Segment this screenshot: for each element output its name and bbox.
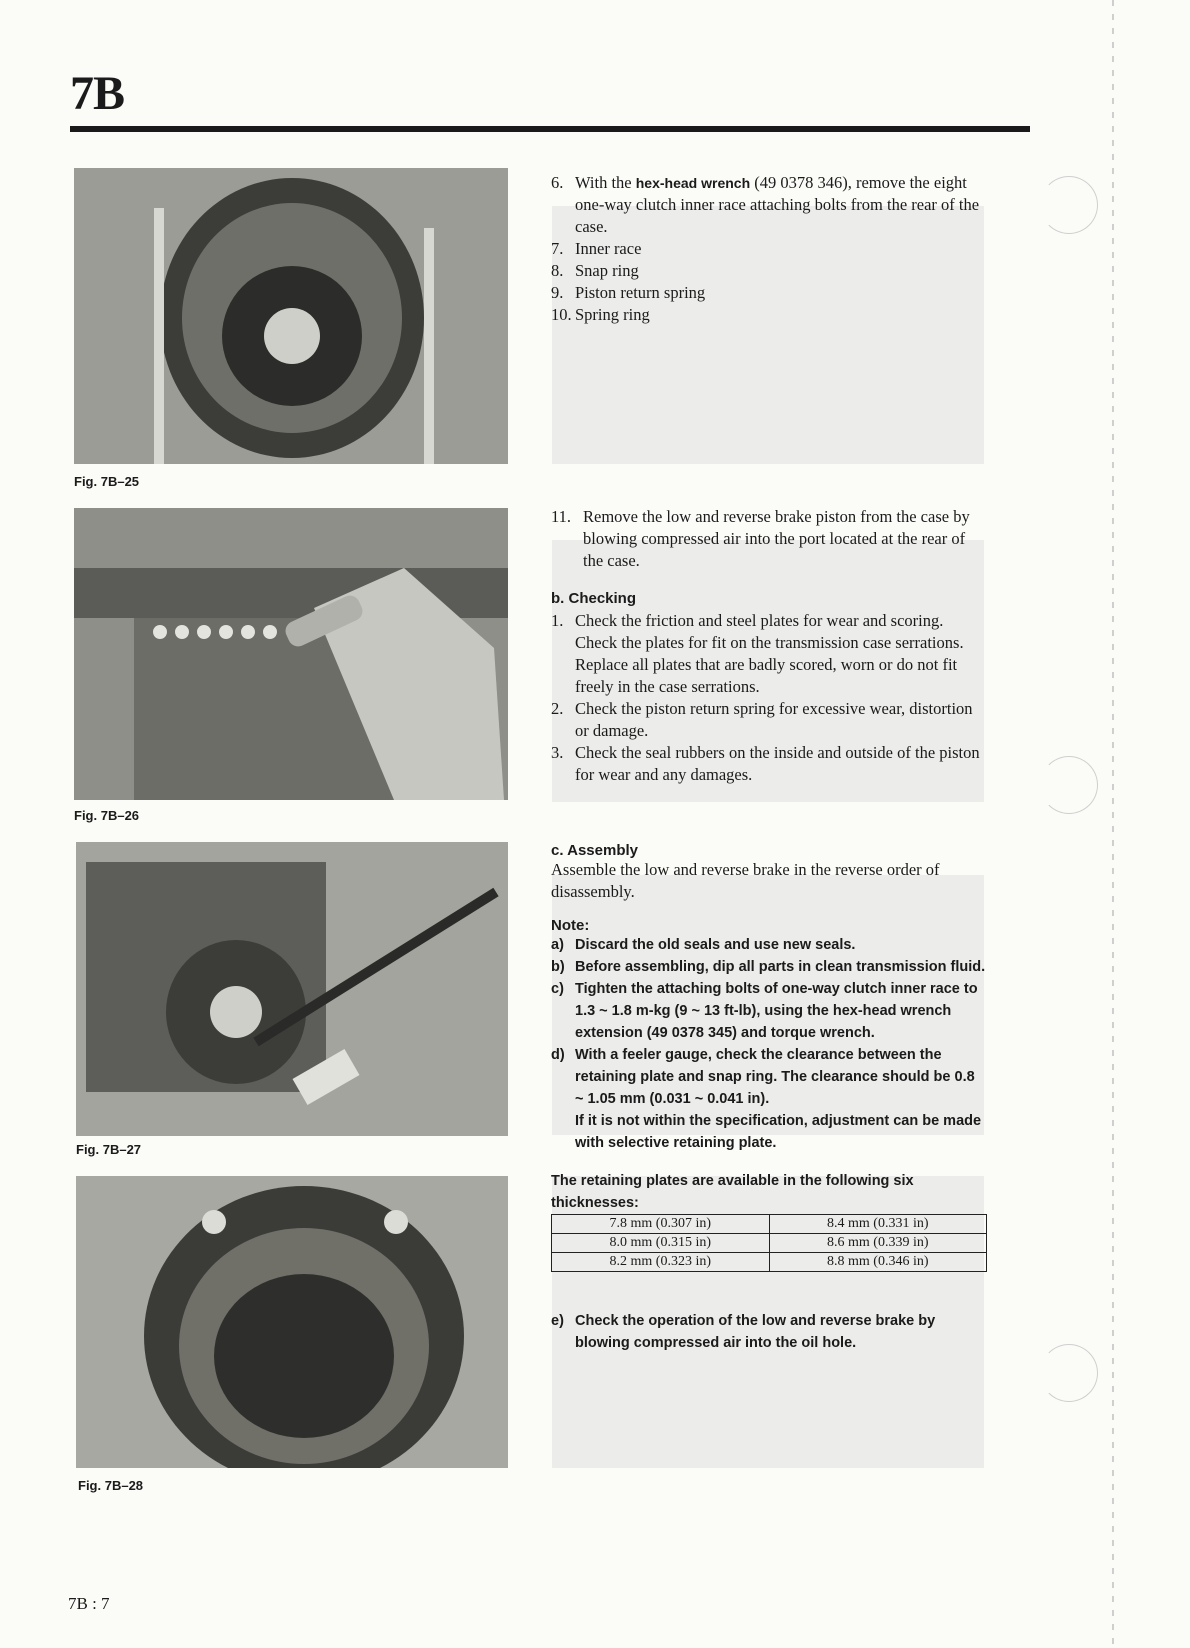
note-item: c) Tighten the attaching bolts of one-way clutch inner race to 1.3 ~ 1.8 m-kg (9 ~ 13 ft-lb), using the hex-head wrench extension (49 0378 345) and torque wrench. <box>551 981 978 1041</box>
step-item: 11. Remove the low and reverse brake piston from the case by blowing compressed air into the port located at the rear of the case. <box>551 507 970 570</box>
figure-caption: Fig. 7B–28 <box>78 1478 144 1493</box>
step-item: 6. With the hex-head wrench (49 0378 346), remove the eight one-way clutch inner race attaching bolts from the rear of the case. <box>551 173 980 236</box>
note-item: b) Before assembling, dip all parts in clean transmission fluid. <box>551 959 986 975</box>
note-item: d) With a feeler gauge, check the clearance between the retaining plate and snap ring. The clearance should be 0.8 ~ 1.05 mm (0.031 ~ 0.041 in). If it is not within the specification, adjustment can be made with selective retaining plate. <box>551 1047 982 1151</box>
note-item: e) Check the operation of the low and reverse brake by blowing compressed air into the oil hole. <box>551 1313 936 1351</box>
binder-hole <box>1040 176 1098 234</box>
assembly-text: Assemble the low and reverse brake in the reverse order of disassembly. <box>551 860 940 901</box>
binder-hole <box>1040 1344 1098 1402</box>
step-item: 7. Inner race <box>551 239 642 258</box>
table-cell: 8.4 mm (0.331 in) <box>769 1215 987 1234</box>
step-item: 8. Snap ring <box>551 261 639 280</box>
figure-caption: Fig. 7B–26 <box>74 808 140 823</box>
table-row <box>552 1253 987 1272</box>
torque-wrench-illustration <box>76 842 508 1136</box>
table-row <box>552 1215 987 1234</box>
checking-heading: b. Checking <box>551 590 637 607</box>
assembly-heading: c. Assembly <box>551 842 638 859</box>
plates-intro: The retaining plates are available in the following six thicknesses: <box>551 1173 914 1211</box>
table-cell: 8.8 mm (0.346 in) <box>769 1253 987 1272</box>
step-item: 10. Spring ring <box>551 305 650 324</box>
transmission-rear-case-illustration <box>74 168 508 464</box>
note-heading: Note: <box>551 917 590 934</box>
note-item: a) Discard the old seals and use new seals. <box>551 937 856 953</box>
piston-removal-and-checking <box>551 506 985 786</box>
table-cell: 7.8 mm (0.307 in) <box>552 1215 770 1234</box>
air-nozzle-illustration <box>74 508 508 800</box>
figure-7b-27-photo <box>76 842 508 1136</box>
check-item: 3. Check the seal rubbers on the inside and outside of the piston for wear and any damages. <box>551 743 980 784</box>
check-item: 1. Check the friction and steel plates for wear and scoring. Check the plates for fit on the transmission case serrations. Replace all plates that are badly scored, worn or do not fit freely in the case serrations. <box>551 611 964 696</box>
case-interior-illustration <box>76 1176 508 1468</box>
table-cell: 8.2 mm (0.323 in) <box>552 1253 770 1272</box>
retaining-plate-table <box>551 1214 987 1272</box>
figure-caption: Fig. 7B–25 <box>74 474 140 489</box>
page-edge <box>1112 0 1114 1648</box>
figure-7b-25-photo <box>74 168 508 464</box>
page-number: 7B : 7 <box>68 1594 110 1613</box>
table-cell: 8.0 mm (0.315 in) <box>552 1234 770 1253</box>
tool-name: hex-head wrench <box>635 175 751 191</box>
assembly-section <box>551 842 987 1354</box>
step-item: 9. Piston return spring <box>551 283 706 302</box>
check-item: 2. Check the piston return spring for excessive wear, distortion or damage. <box>551 699 973 740</box>
section-heading: 7B <box>70 67 125 120</box>
figure-7b-28-photo <box>76 1176 508 1468</box>
table-cell: 8.6 mm (0.339 in) <box>769 1234 987 1253</box>
header-rule <box>70 126 1030 132</box>
table-row <box>552 1234 987 1253</box>
disassembly-steps <box>551 172 985 326</box>
figure-caption: Fig. 7B–27 <box>76 1142 142 1157</box>
figure-7b-26-photo <box>74 508 508 800</box>
binder-hole <box>1040 756 1098 814</box>
